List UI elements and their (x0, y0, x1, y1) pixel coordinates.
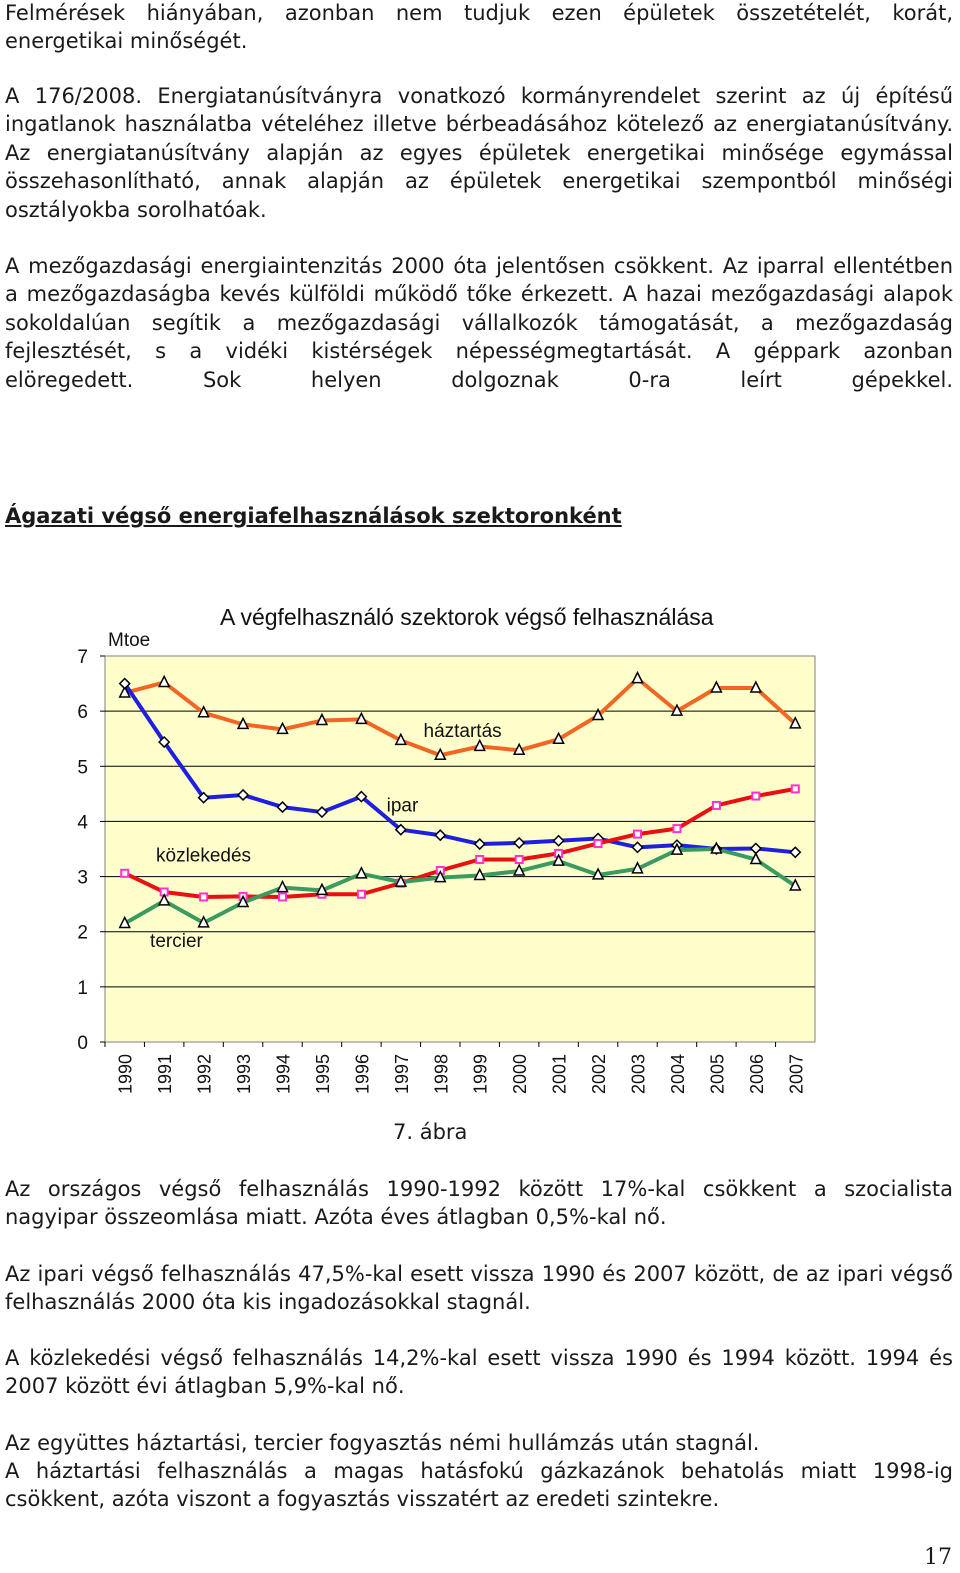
y-tick-label: 0 (77, 1033, 88, 1054)
x-tick-label: 1997 (391, 1054, 412, 1095)
x-tick-label: 1990 (115, 1054, 136, 1095)
data-point-square (121, 870, 128, 877)
x-tick-label: 1991 (155, 1054, 176, 1095)
x-tick-label: 1993 (234, 1054, 255, 1095)
x-tick-label: 1999 (470, 1054, 491, 1095)
paragraph-7b: A háztartási felhasználás a magas hatásfokú gázkazánok behatolás miatt 1998-ig csökkent, azóta viszont a fogyasztás visszatért az eredeti szintekre. (5, 1459, 953, 1512)
data-point-square (713, 802, 720, 809)
x-tick-label: 1996 (352, 1054, 373, 1095)
y-tick-label: 1 (77, 977, 88, 999)
paragraph-2: A 176/2008. Energiatanúsítványra vonatkozó kormányrendelet szerint az új építésű ingatlanok használatba vételéhez illetve bérbeadásához kötelező az energiatanúsítvány. Az energiatanúsítvány alapján az egyes épületek energetikai minősége egymással összehasonlítható, annak alapján az épületek energetikai szempontból minőségi osztályokba sorolhatóak. (5, 84, 953, 222)
line-chart (0, 560, 960, 1120)
paragraph-4: Az országos végső felhasználás 1990-1992 között 17%-kal csökkent a szocialista nagyipar összeomlása miatt. Azóta éves átlagban 0,5%-kal nő. (5, 1177, 953, 1230)
data-point-square (279, 893, 286, 900)
y-tick-label: 2 (77, 922, 88, 944)
x-tick-label: 2007 (786, 1054, 807, 1095)
x-tick-label: 2005 (707, 1054, 728, 1095)
data-point-square (516, 856, 523, 863)
x-tick-label: 2006 (746, 1054, 767, 1095)
chart-title: A végfelhasználó szektorok végső felhasználása (220, 604, 714, 630)
x-tick-label: 2003 (628, 1054, 649, 1095)
series-label: ipar (386, 795, 419, 817)
data-point-square (752, 793, 759, 800)
page-number: 17 (924, 1545, 952, 1570)
x-tick-label: 2002 (589, 1054, 610, 1095)
series-label: közlekedés (156, 845, 252, 867)
x-tick-label: 1992 (194, 1054, 215, 1095)
data-point-square (595, 840, 602, 847)
paragraph-5: Az ipari végső felhasználás 47,5%-kal esett vissza 1990 és 2007 között, de az ipari végső felhasználás 2000 óta kis ingadozásokkal stagnál. (5, 1262, 953, 1315)
data-point-square (792, 785, 799, 792)
x-tick-label: 2000 (510, 1054, 531, 1095)
y-tick-label: 7 (77, 647, 88, 668)
y-tick-label: 5 (77, 757, 88, 779)
data-point-square (634, 831, 641, 838)
y-tick-label: 3 (77, 867, 88, 889)
y-tick-label: 6 (77, 702, 88, 724)
data-point-square (673, 825, 680, 832)
paragraph-1: Felmérések hiányában, azonban nem tudjuk ezen épületek összetételét, korát, energetikai minőségét. (5, 1, 953, 54)
paragraph-6: A közlekedési végső felhasználás 14,2%-kal esett vissza 1990 és 1994 között. 1994 és 2007 között évi átlagban 5,9%-kal nő. (5, 1346, 953, 1399)
series-label: tercier (150, 931, 203, 953)
x-tick-label: 2001 (549, 1054, 570, 1095)
data-point-square (200, 893, 207, 900)
data-point-square (358, 891, 365, 898)
x-tick-label: 2004 (667, 1054, 688, 1095)
paragraph-7a: Az együttes háztartási, tercier fogyasztás némi hullámzás után stagnál. (5, 1431, 760, 1455)
series-label: háztartás (423, 721, 502, 743)
figure-caption: 7. ábra (393, 1120, 468, 1144)
y-tick-label: 4 (77, 812, 88, 834)
section-heading: Ágazati végső energiafelhasználások szektoronként (5, 504, 622, 528)
y-axis-label: Mtoe (108, 630, 151, 651)
x-tick-label: 1994 (273, 1054, 294, 1095)
x-tick-label: 1998 (431, 1054, 452, 1095)
x-tick-label: 1995 (312, 1054, 333, 1095)
paragraph-3: A mezőgazdasági energiaintenzitás 2000 óta jelentősen csökkent. Az iparral ellentétben a mezőgazdaságba kevés külföldi működő tőke érkezett. A hazai mezőgazdasági alapok sokoldalúan segítik a mezőgazdasági vállalkozók támogatását, a mezőgazdaság fejlesztését, s a vidéki kistérségek népességmegtartását. A géppark azonban elöregedett. Sok helyen dolgoznak 0-ra leírt gépekkel. (5, 254, 953, 392)
data-point-square (476, 856, 483, 863)
